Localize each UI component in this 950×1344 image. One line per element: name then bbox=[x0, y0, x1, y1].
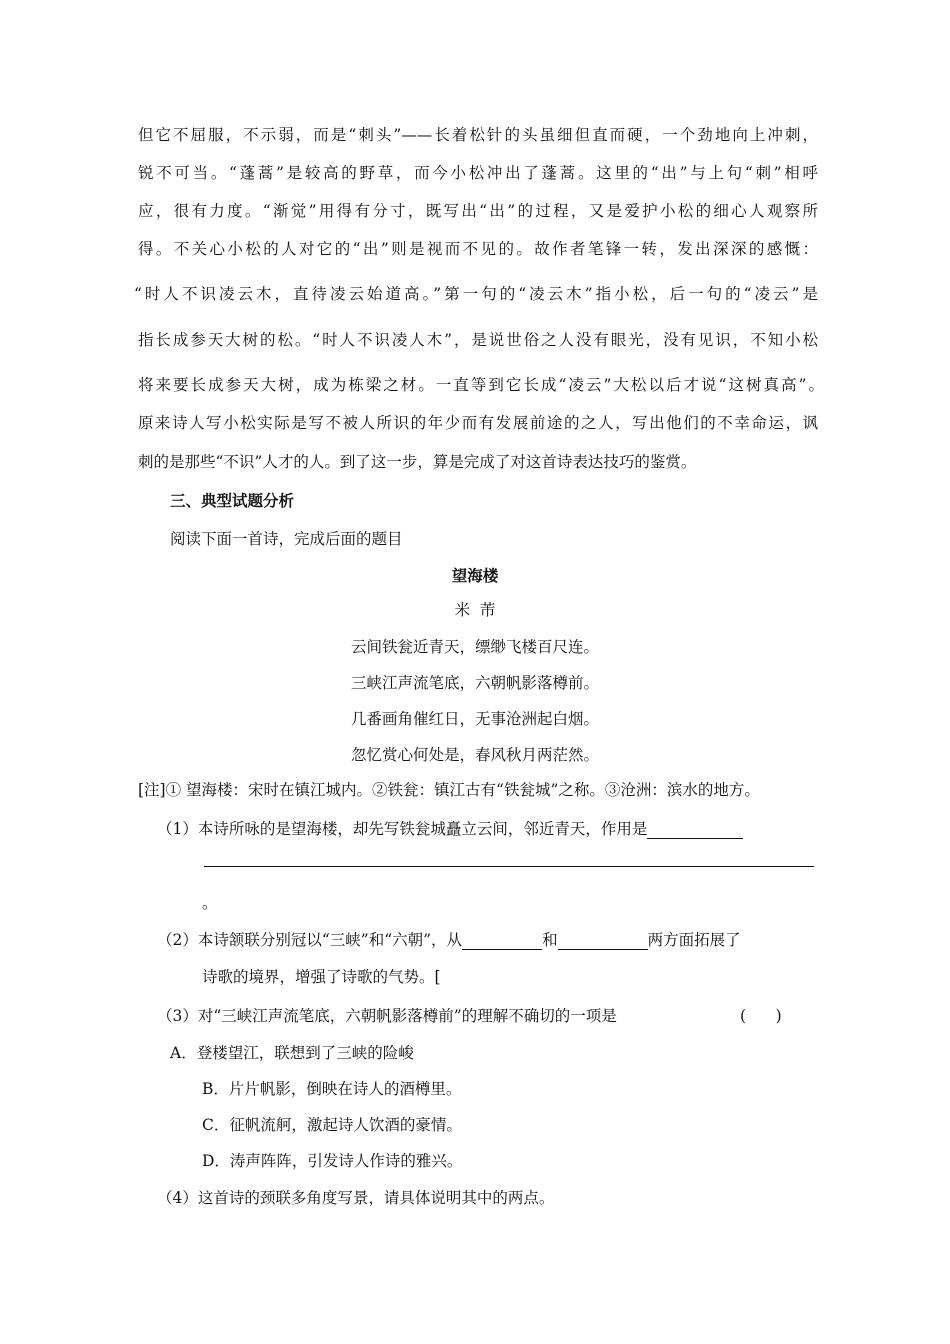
answer-blank[interactable] bbox=[647, 822, 743, 839]
question-2 bbox=[157, 930, 741, 950]
poem-author: 米 芾 bbox=[454, 601, 496, 619]
analysis-line: 但它不屈服，不示弱，而是“刺头”——长着松针的头虽细但直而硬，一个劲地向上冲刺， bbox=[138, 126, 818, 144]
question-1-text: （1）本诗所咏的是望海楼，却先写铁瓮城矗立云间，邻近青天，作用是 bbox=[157, 820, 648, 838]
analysis-line: 锐不可当。“蓬蒿”是较高的野草，而今小松冲出了蓬蒿。这里的“出”与上句“刺”相呼 bbox=[138, 164, 818, 182]
analysis-line: 刺的是那些“不识”人才的人。到了这一步，算是完成了对这首诗表达技巧的鉴赏。 bbox=[138, 453, 697, 471]
analysis-line: 将来要长成参天大树，成为栋梁之材。一直等到它长成“凌云”大松以后才说“这树真高”。 bbox=[138, 376, 824, 394]
question-2-line2: 诗歌的境界，增强了诗歌的气势。[ bbox=[202, 968, 441, 986]
poem-line: 三峡江声流笔底，六朝帆影落樽前。 bbox=[350, 674, 599, 692]
question-1-end: 。 bbox=[202, 894, 218, 912]
question-1 bbox=[157, 819, 743, 839]
instruction-text: 阅读下面一首诗，完成后面的题目 bbox=[170, 530, 403, 548]
poem-line: 忽忆赏心何处是，春风秋月两茫然。 bbox=[350, 746, 599, 764]
question-2-part3: 两方面拓展了 bbox=[647, 931, 741, 949]
analysis-line: 指长成参天大树的松。“时人不识凌人木”，是说世俗之人没有眼光，没有见识，不知小松 bbox=[138, 331, 818, 349]
answer-line[interactable] bbox=[204, 866, 814, 867]
section-heading: 三、典型试题分析 bbox=[170, 491, 295, 510]
question-3-text: （3）对“三峡江声流笔底，六朝帆影落樽前”的理解不确切的一项是 bbox=[157, 1007, 617, 1025]
option-c[interactable]: C．征帆流舸，激起诗人饮酒的豪情。 bbox=[202, 1116, 462, 1134]
question-4-text: （4）这首诗的颈联多角度写景，请具体说明其中的两点。 bbox=[157, 1189, 555, 1207]
poem-line: 几番画角催红日，无事沧洲起白烟。 bbox=[350, 710, 599, 728]
analysis-line: 原来诗人写小松实际是写不被人所识的年少而有发展前途的之人，写出他们的不幸命运，讽 bbox=[138, 414, 818, 432]
analysis-line: 得。不关心小松的人对它的“出”则是视而不见的。故作者笔锋一转，发出深深的感慨： bbox=[138, 240, 818, 258]
option-b[interactable]: B．片片帆影，倒映在诗人的酒樽里。 bbox=[202, 1080, 462, 1098]
answer-blank[interactable] bbox=[462, 933, 542, 950]
answer-blank[interactable] bbox=[558, 933, 648, 950]
option-d[interactable]: D．涛声阵阵，引发诗人作诗的雅兴。 bbox=[202, 1152, 463, 1170]
answer-bracket[interactable]: ( ) bbox=[740, 1007, 782, 1025]
poem-line: 云间铁瓮近青天，缥缈飞楼百尺连。 bbox=[350, 638, 599, 656]
poem-note: [注]① 望海楼：宋时在镇江城内。②铁瓮：镇江古有“铁瓮城”之称。③沧洲：滨水的地方。 bbox=[138, 781, 760, 799]
option-a[interactable]: A．登楼望江，联想到了三峡的险峻 bbox=[170, 1044, 414, 1062]
analysis-line: “时人不识凌云木，直待凌云始道高。”第一句的“凌云木”指小松，后一句的“凌云”是 bbox=[134, 285, 818, 303]
question-2-part1: （2）本诗颔联分别冠以“三峡”和“六朝”，从 bbox=[157, 931, 463, 949]
analysis-line: 应，很有力度。“渐觉”用得有分寸，既写出“出”的过程，又是爱护小松的细心人观察所 bbox=[138, 202, 818, 220]
poem-title: 望海楼 bbox=[451, 566, 499, 585]
question-2-part2: 和 bbox=[542, 931, 558, 949]
